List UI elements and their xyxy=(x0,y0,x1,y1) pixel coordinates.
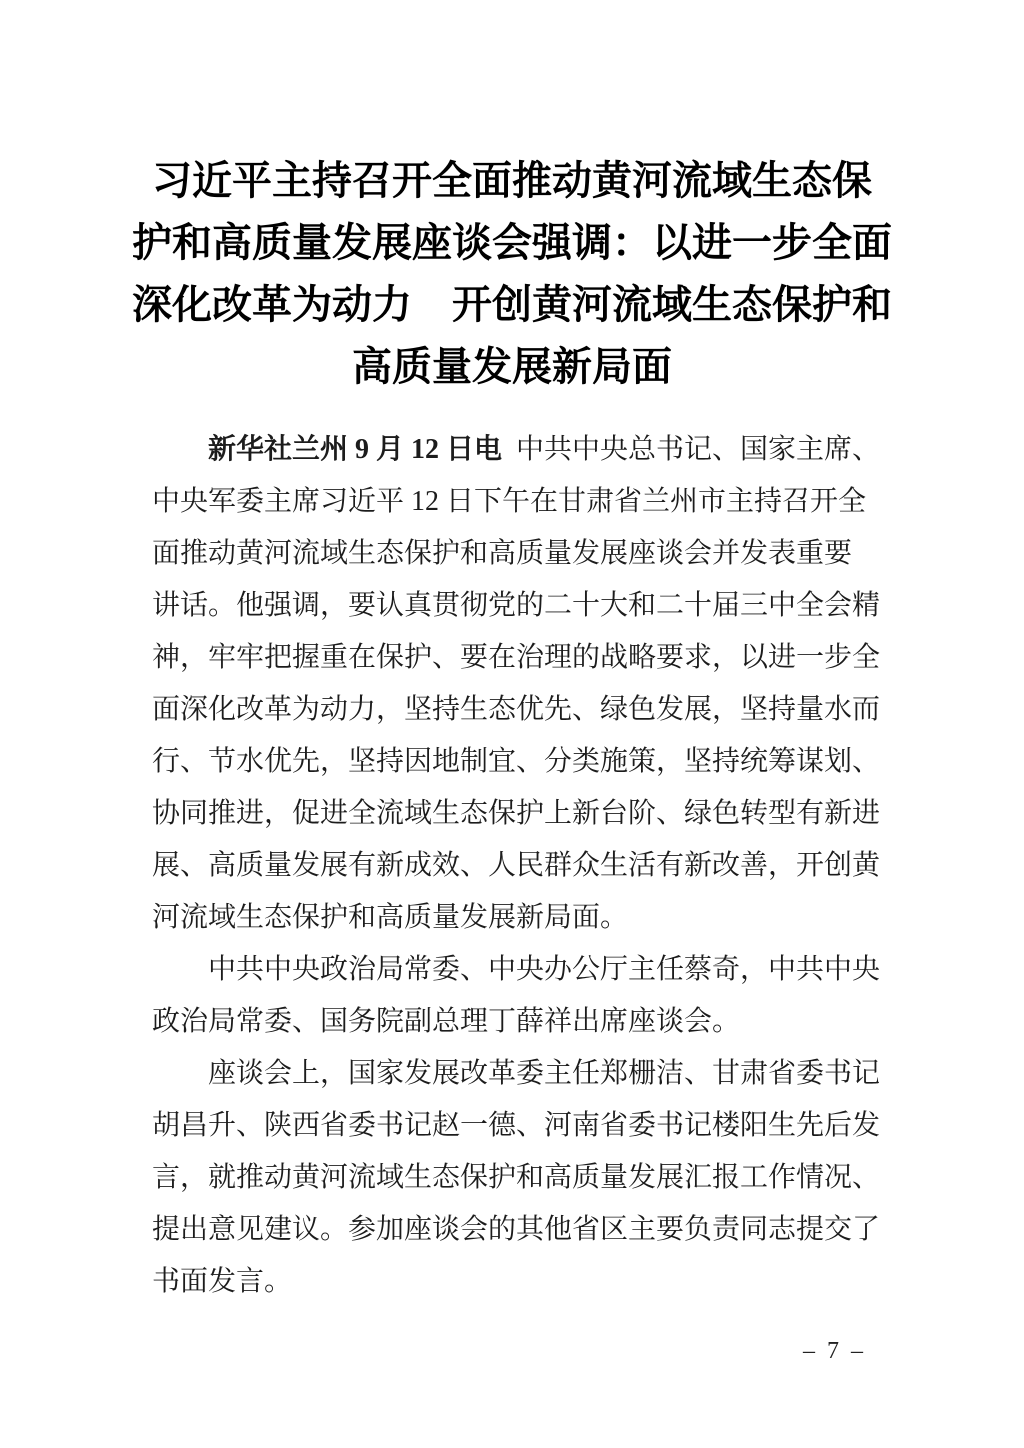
body-line: 神，牢牢把握重在保护、要在治理的战略要求，以进一步全 xyxy=(152,642,881,673)
body-line: 中央军委主席习近平 12 日下午在甘肃省兰州市主持召开全 xyxy=(152,486,867,517)
body-line: 座谈会上，国家发展改革委主任郑栅洁、甘肃省委书记 xyxy=(208,1058,881,1089)
dateline: 新华社兰州 9 月 12 日电 xyxy=(208,434,503,465)
article-body xyxy=(152,424,888,1308)
body-line: 面推动黄河流域生态保护和高质量发展座谈会并发表重要 xyxy=(152,538,853,569)
body-line: 面深化改革为动力，坚持生态优先、绿色发展，坚持量水而 xyxy=(152,694,881,725)
body-line: 提出意见建议。参加座谈会的其他省区主要负责同志提交了 xyxy=(152,1214,881,1245)
title-line: 深化改革为动力 开创黄河流域生态保护和 xyxy=(132,282,892,327)
body-line: 讲话。他强调，要认真贯彻党的二十大和二十届三中全会精 xyxy=(152,590,881,621)
body-line: 胡昌升、陕西省委书记赵一德、河南省委书记楼阳生先后发 xyxy=(152,1110,881,1141)
article-title xyxy=(0,150,1024,398)
body-line: 协同推进，促进全流域生态保护上新台阶、绿色转型有新进 xyxy=(152,798,881,829)
body-line: 河流域生态保护和高质量发展新局面。 xyxy=(152,902,629,933)
body-line: 政治局常委、国务院副总理丁薛祥出席座谈会。 xyxy=(152,1006,741,1037)
page-number: – 7 – xyxy=(803,1338,866,1364)
body-text: 中共中央总书记、国家主席、 xyxy=(516,434,881,465)
body-line: 言，就推动黄河流域生态保护和高质量发展汇报工作情况、 xyxy=(152,1162,881,1193)
title-line: 护和高质量发展座谈会强调：以进一步全面 xyxy=(132,220,892,265)
body-line xyxy=(152,424,888,476)
body-line: 行、节水优先，坚持因地制宜、分类施策，坚持统筹谋划、 xyxy=(152,746,881,777)
title-line: 习近平主持召开全面推动黄河流域生态保 xyxy=(152,158,872,203)
body-line: 书面发言。 xyxy=(152,1266,293,1297)
body-line: 中共中央政治局常委、中央办公厅主任蔡奇，中共中央 xyxy=(208,954,881,985)
title-line: 高质量发展新局面 xyxy=(352,344,672,389)
body-line: 展、高质量发展有新成效、人民群众生活有新改善，开创黄 xyxy=(152,850,881,881)
